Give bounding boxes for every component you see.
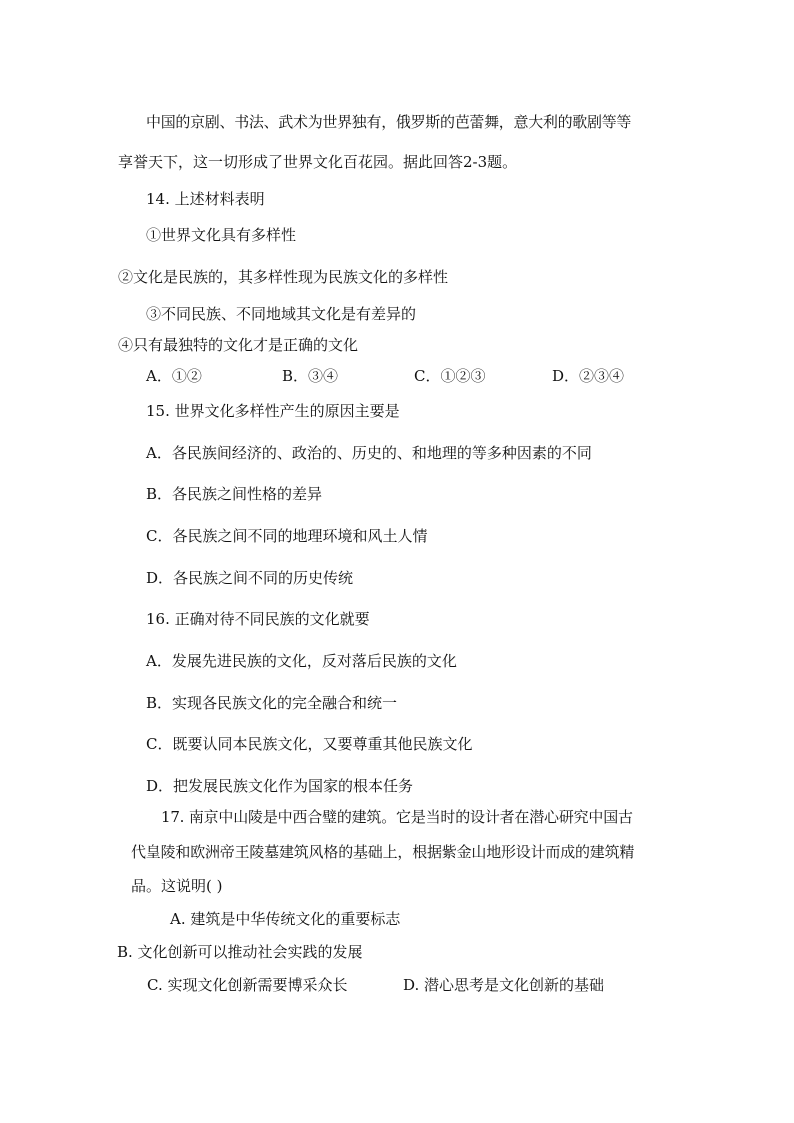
- question-15-stem: 15. 世界文化多样性产生的原因主要是: [146, 402, 400, 420]
- question-17-stem-line-1: 17. 南京中山陵是中西合璧的建筑。它是当时的设计者在潜心研究中国古: [161, 808, 633, 826]
- intro-line-1: 中国的京剧、书法、武术为世界独有，俄罗斯的芭蕾舞，意大利的歌剧等等: [146, 113, 632, 131]
- option-c[interactable]: C．既要认同本民族文化，又要尊重其他民族文化: [146, 735, 473, 753]
- question-14-options: [0, 366, 794, 388]
- option-b[interactable]: B．实现各民族文化的完全融合和统一: [146, 694, 398, 712]
- option-c[interactable]: C．①②③: [414, 367, 486, 385]
- option-c[interactable]: C．各民族之间不同的地理环境和风土人情: [146, 527, 428, 545]
- option-d[interactable]: D．把发展民族文化作为国家的根本任务: [146, 777, 414, 795]
- option-a[interactable]: A．发展先进民族的文化，反对落后民族的文化: [146, 652, 457, 670]
- option-b[interactable]: B．各民族之间性格的差异: [146, 485, 323, 503]
- option-b[interactable]: B. 文化创新可以推动社会实践的发展: [117, 943, 363, 961]
- option-c[interactable]: C. 实现文化创新需要博采众长: [147, 976, 348, 994]
- option-a[interactable]: A．各民族间经济的、政治的、历史的、和地理的等多种因素的不同: [146, 444, 592, 462]
- statement-2: ②文化是民族的，其多样性现为民族文化的多样性: [118, 268, 449, 286]
- statement-1: ①世界文化具有多样性: [146, 226, 297, 244]
- intro-line-2: 享誉天下，这一切形成了世界文化百花园。据此回答2-3题。: [118, 153, 518, 171]
- statement-4: ④只有最独特的文化才是正确的文化: [118, 336, 359, 354]
- question-16-stem: 16. 正确对待不同民族的文化就要: [146, 610, 370, 628]
- option-a[interactable]: A. 建筑是中华传统文化的重要标志: [170, 910, 401, 928]
- question-14-stem: 14. 上述材料表明: [146, 190, 265, 208]
- question-17-options-cd: [0, 975, 794, 997]
- question-17-stem-line-2: 代皇陵和欧洲帝王陵墓建筑风格的基础上，根据紫金山地形设计而成的建筑精: [131, 843, 635, 861]
- question-17-stem-line-3: 品。这说明( ): [131, 877, 223, 895]
- option-d[interactable]: D．②③④: [552, 367, 625, 385]
- option-a[interactable]: A．①②: [146, 367, 202, 385]
- option-d[interactable]: D．各民族之间不同的历史传统: [146, 569, 354, 587]
- option-b[interactable]: B．③④: [282, 367, 339, 385]
- option-d[interactable]: D. 潜心思考是文化创新的基础: [403, 976, 605, 994]
- statement-3: ③不同民族、不同地域其文化是有差异的: [146, 305, 417, 323]
